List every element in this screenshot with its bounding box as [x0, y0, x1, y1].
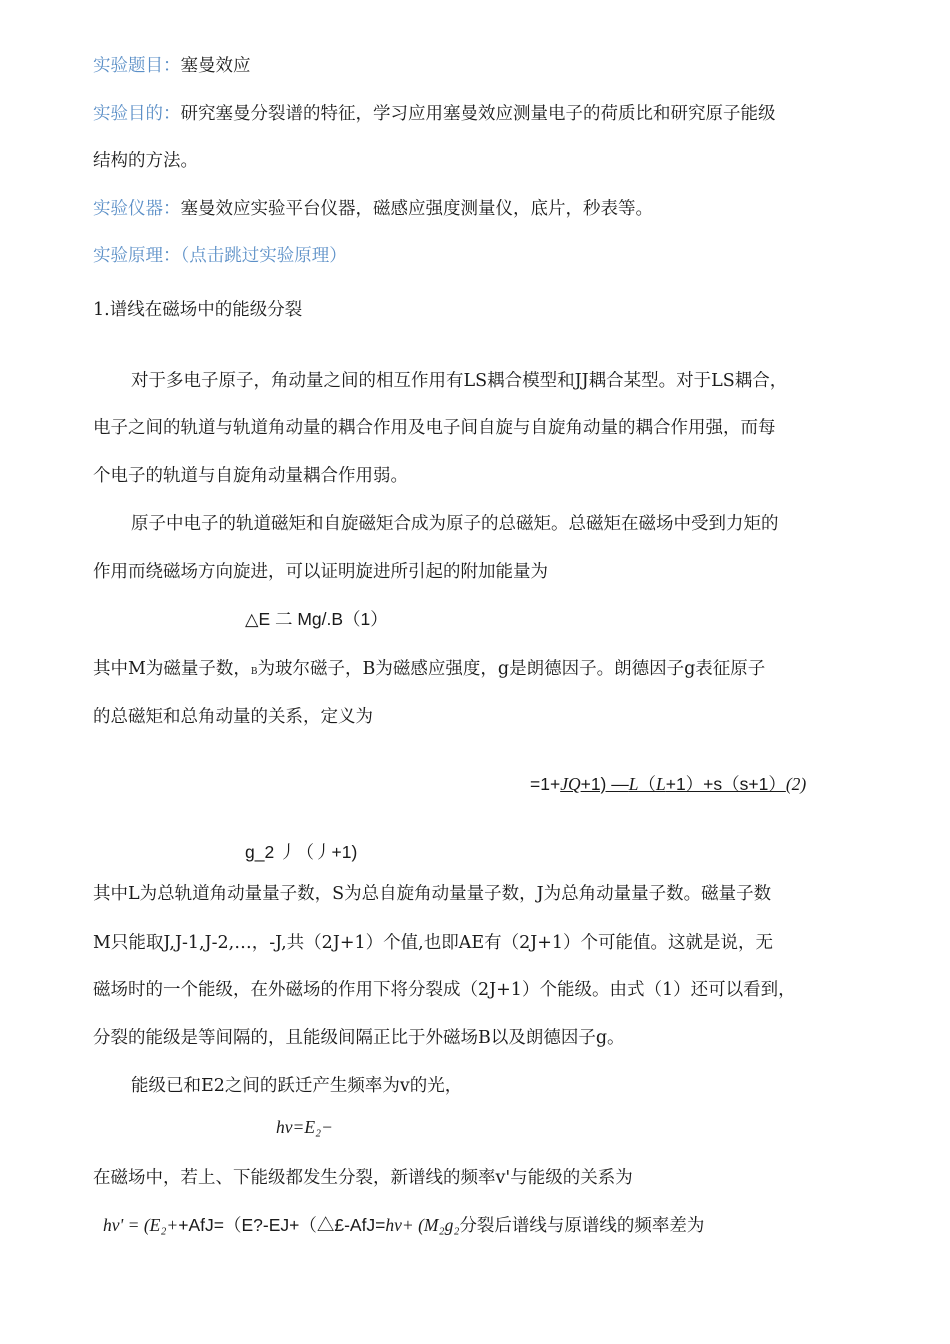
purpose-line [93, 100, 776, 125]
equation-3: hv=E₂− [276, 1117, 333, 1137]
principle-line [93, 242, 347, 267]
equation-2: =1+JQ+1) —L（L+1）+s（s+1）(2) [530, 774, 807, 794]
title-line [93, 52, 251, 77]
para2-line2: 作用而绕磁场方向旋进，可以证明旋进所引起的附加能量为 [93, 562, 548, 582]
apparatus-label: 实验仪器： [93, 199, 181, 219]
para6-line1: 在磁场中，若上、下能级都发生分裂，新谱线的频率v'与能级的关系为 [93, 1168, 633, 1188]
para1-line1: 对于多电子原子，角动量之间的相互作用有LS耦合模型和JJ耦合某型。对于LS耦合， [131, 371, 788, 391]
para1-line2: 电子之间的轨道与轨道角动量的耦合作用及电子间自旋与自旋角动量的耦合作用强，而每 [93, 418, 776, 438]
apparatus-line [93, 195, 653, 220]
purpose-value: 研究塞曼分裂谱的特征，学习应用塞曼效应测量电子的荷质比和研究原子能级 [180, 104, 776, 124]
principle-label: 实验原理： [93, 246, 181, 266]
para4-line4: 分裂的能级是等间隔的，且能级间隔正比于外磁场B以及朗德因子g。 [93, 1028, 625, 1048]
para4-line2: M只能取J,J-1,J-2,…，-J,共（2J+1）个值,也即AE有（2J+1）个可能值。这就是说，无 [93, 933, 774, 953]
section-heading: 1.谱线在磁场中的能级分裂 [93, 300, 303, 320]
para3-line2: 的总磁矩和总角动量的关系，定义为 [93, 707, 373, 727]
purpose-continuation: 结构的方法。 [93, 151, 198, 171]
para2-line1: 原子中电子的轨道磁矩和自旋磁矩合成为原子的总磁矩。总磁矩在磁场中受到力矩的 [131, 514, 779, 534]
bohr-magneton-symbol: B [250, 667, 258, 677]
purpose-label: 实验目的： [93, 104, 181, 124]
para4-line3: 磁场时的一个能级，在外磁场的作用下将分裂成（2J+1）个能级。由式（1）还可以看到， [93, 980, 796, 1000]
title-label: 实验题目： [93, 56, 181, 76]
skip-principle-link[interactable]: （点击跳过实验原理） [180, 246, 347, 266]
apparatus-value: 塞曼效应实验平台仪器，磁感应强度测量仪，底片，秒表等。 [180, 199, 653, 219]
para4-line1: 其中L为总轨道角动量量子数，S为总自旋角动量量子数，J为总角动量量子数。磁量子数 [93, 884, 772, 904]
equation-1: △E 二 Mg/.B（1） [245, 609, 388, 629]
para3-line1: 其中M为磁量子数，B为玻尔磁子，B为磁感应强度，g是朗德因子。朗德因子g表征原子 [93, 659, 766, 679]
title-value: 塞曼效应 [180, 56, 251, 76]
para5-line1: 能级已和E2之间的跃迁产生频率为v的光， [131, 1076, 463, 1096]
equation-2-number: (2) [785, 774, 807, 794]
para1-line3: 个电子的轨道与自旋角动量耦合作用弱。 [93, 466, 408, 486]
equation-2-denominator: g_2 丿（丿+1) [245, 842, 358, 862]
equation-4: hv' = (E₂++AfJ=（E?-EJ+（△£-AfJ=hv+ (M₂g₂分裂后谱线与原谱线的频率差为 [103, 1215, 705, 1236]
